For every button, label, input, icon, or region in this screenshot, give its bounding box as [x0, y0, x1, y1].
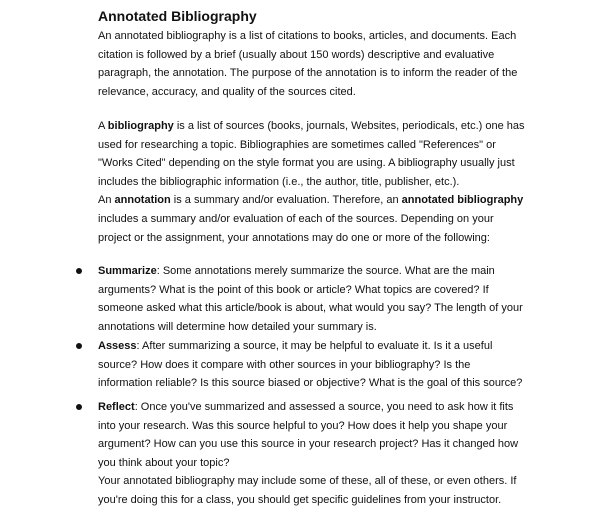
bullet-line: you're doing this for a class, you should get specific guidelines from your instructor. [98, 493, 502, 506]
bullet-reflect [98, 398, 538, 510]
definition-line: includes the bibliographic information (i.e., the author, title, publisher, etc.). [98, 175, 460, 188]
bullet-line: someone asked what this article/book is about, what would you say? The length of your [98, 302, 523, 315]
bullet-line: annotations will determine how detailed your summary is. [98, 320, 377, 333]
annotated-bibliography-term: annotated bibliography [401, 194, 524, 207]
bullet-term: Assess [98, 340, 137, 352]
bullet-line [98, 337, 538, 356]
text-run: : After summarizing a source, it may be helpful to evaluate it. Is it a useful [136, 340, 493, 352]
text-run: : Some annotations merely summarize the source. What are the main [156, 265, 495, 277]
intro-line: paragraph, the annotation. The purpose of the annotation is to inform the reader of the [98, 67, 518, 80]
bullet-dot-icon [76, 343, 82, 349]
bullet-dot-icon [76, 268, 82, 274]
intro-line: citation is followed by a brief (usually about 150 words) descriptive and evaluative [98, 48, 495, 61]
bullet-line: source? How does it compare with other sources in your bibliography? Is the [98, 358, 471, 371]
bullet-line: argument? How can you use this source in your research project? Has it changed how [98, 438, 519, 451]
bullet-term: Summarize [98, 265, 157, 277]
definition-line [98, 191, 538, 210]
definition-line [98, 117, 538, 136]
bullet-line [98, 398, 538, 417]
definitions-paragraph [98, 117, 538, 247]
bullet-summarize [98, 262, 538, 336]
bullet-line: you think about your topic? [98, 456, 230, 469]
intro-line: relevance, accuracy, and quality of the sources cited. [98, 85, 356, 98]
text-run: : Once you've summarized and assessed a source, you need to ask how it fits [134, 401, 514, 413]
bullet-line [98, 262, 538, 281]
intro-paragraph [98, 27, 538, 101]
definition-line: "Works Cited" depending on the style format you are using. A bibliography usually just [98, 157, 515, 170]
bullet-line: Your annotated bibliography may include some of these, all of these, or even others. If [98, 475, 517, 488]
intro-line: An annotated bibliography is a list of citations to books, articles, and documents. Each [98, 30, 517, 42]
annotation-term: annotation [114, 194, 171, 207]
text-run: is a summary and/or evaluation. Therefore, an [170, 194, 402, 207]
document-title: Annotated Bibliography [98, 8, 257, 24]
bibliography-term: bibliography [107, 120, 174, 132]
bullet-dot-icon [76, 404, 82, 410]
bullet-line: arguments? What is the point of this book or article? What topics are covered? If [98, 283, 489, 296]
definition-line: includes a summary and/or evaluation of each of the sources. Depending on your [98, 212, 494, 225]
bullet-line: information reliable? Is this source biased or objective? What is the goal of this source? [98, 377, 523, 390]
text-run: is a list of sources (books, journals, Websites, periodicals, etc.) one has [173, 120, 525, 132]
definition-line: used for researching a topic. Bibliographies are sometimes called "References" or [98, 138, 496, 151]
text-run: An [98, 194, 115, 207]
bullet-line: into your research. Was this source helpful to you? How does it help you shape your [98, 419, 508, 432]
bullet-assess [98, 337, 538, 393]
definition-line: project or the assignment, your annotations may do one or more of the following: [98, 231, 490, 244]
bullet-term: Reflect [98, 401, 135, 413]
text-run: A [98, 120, 108, 132]
